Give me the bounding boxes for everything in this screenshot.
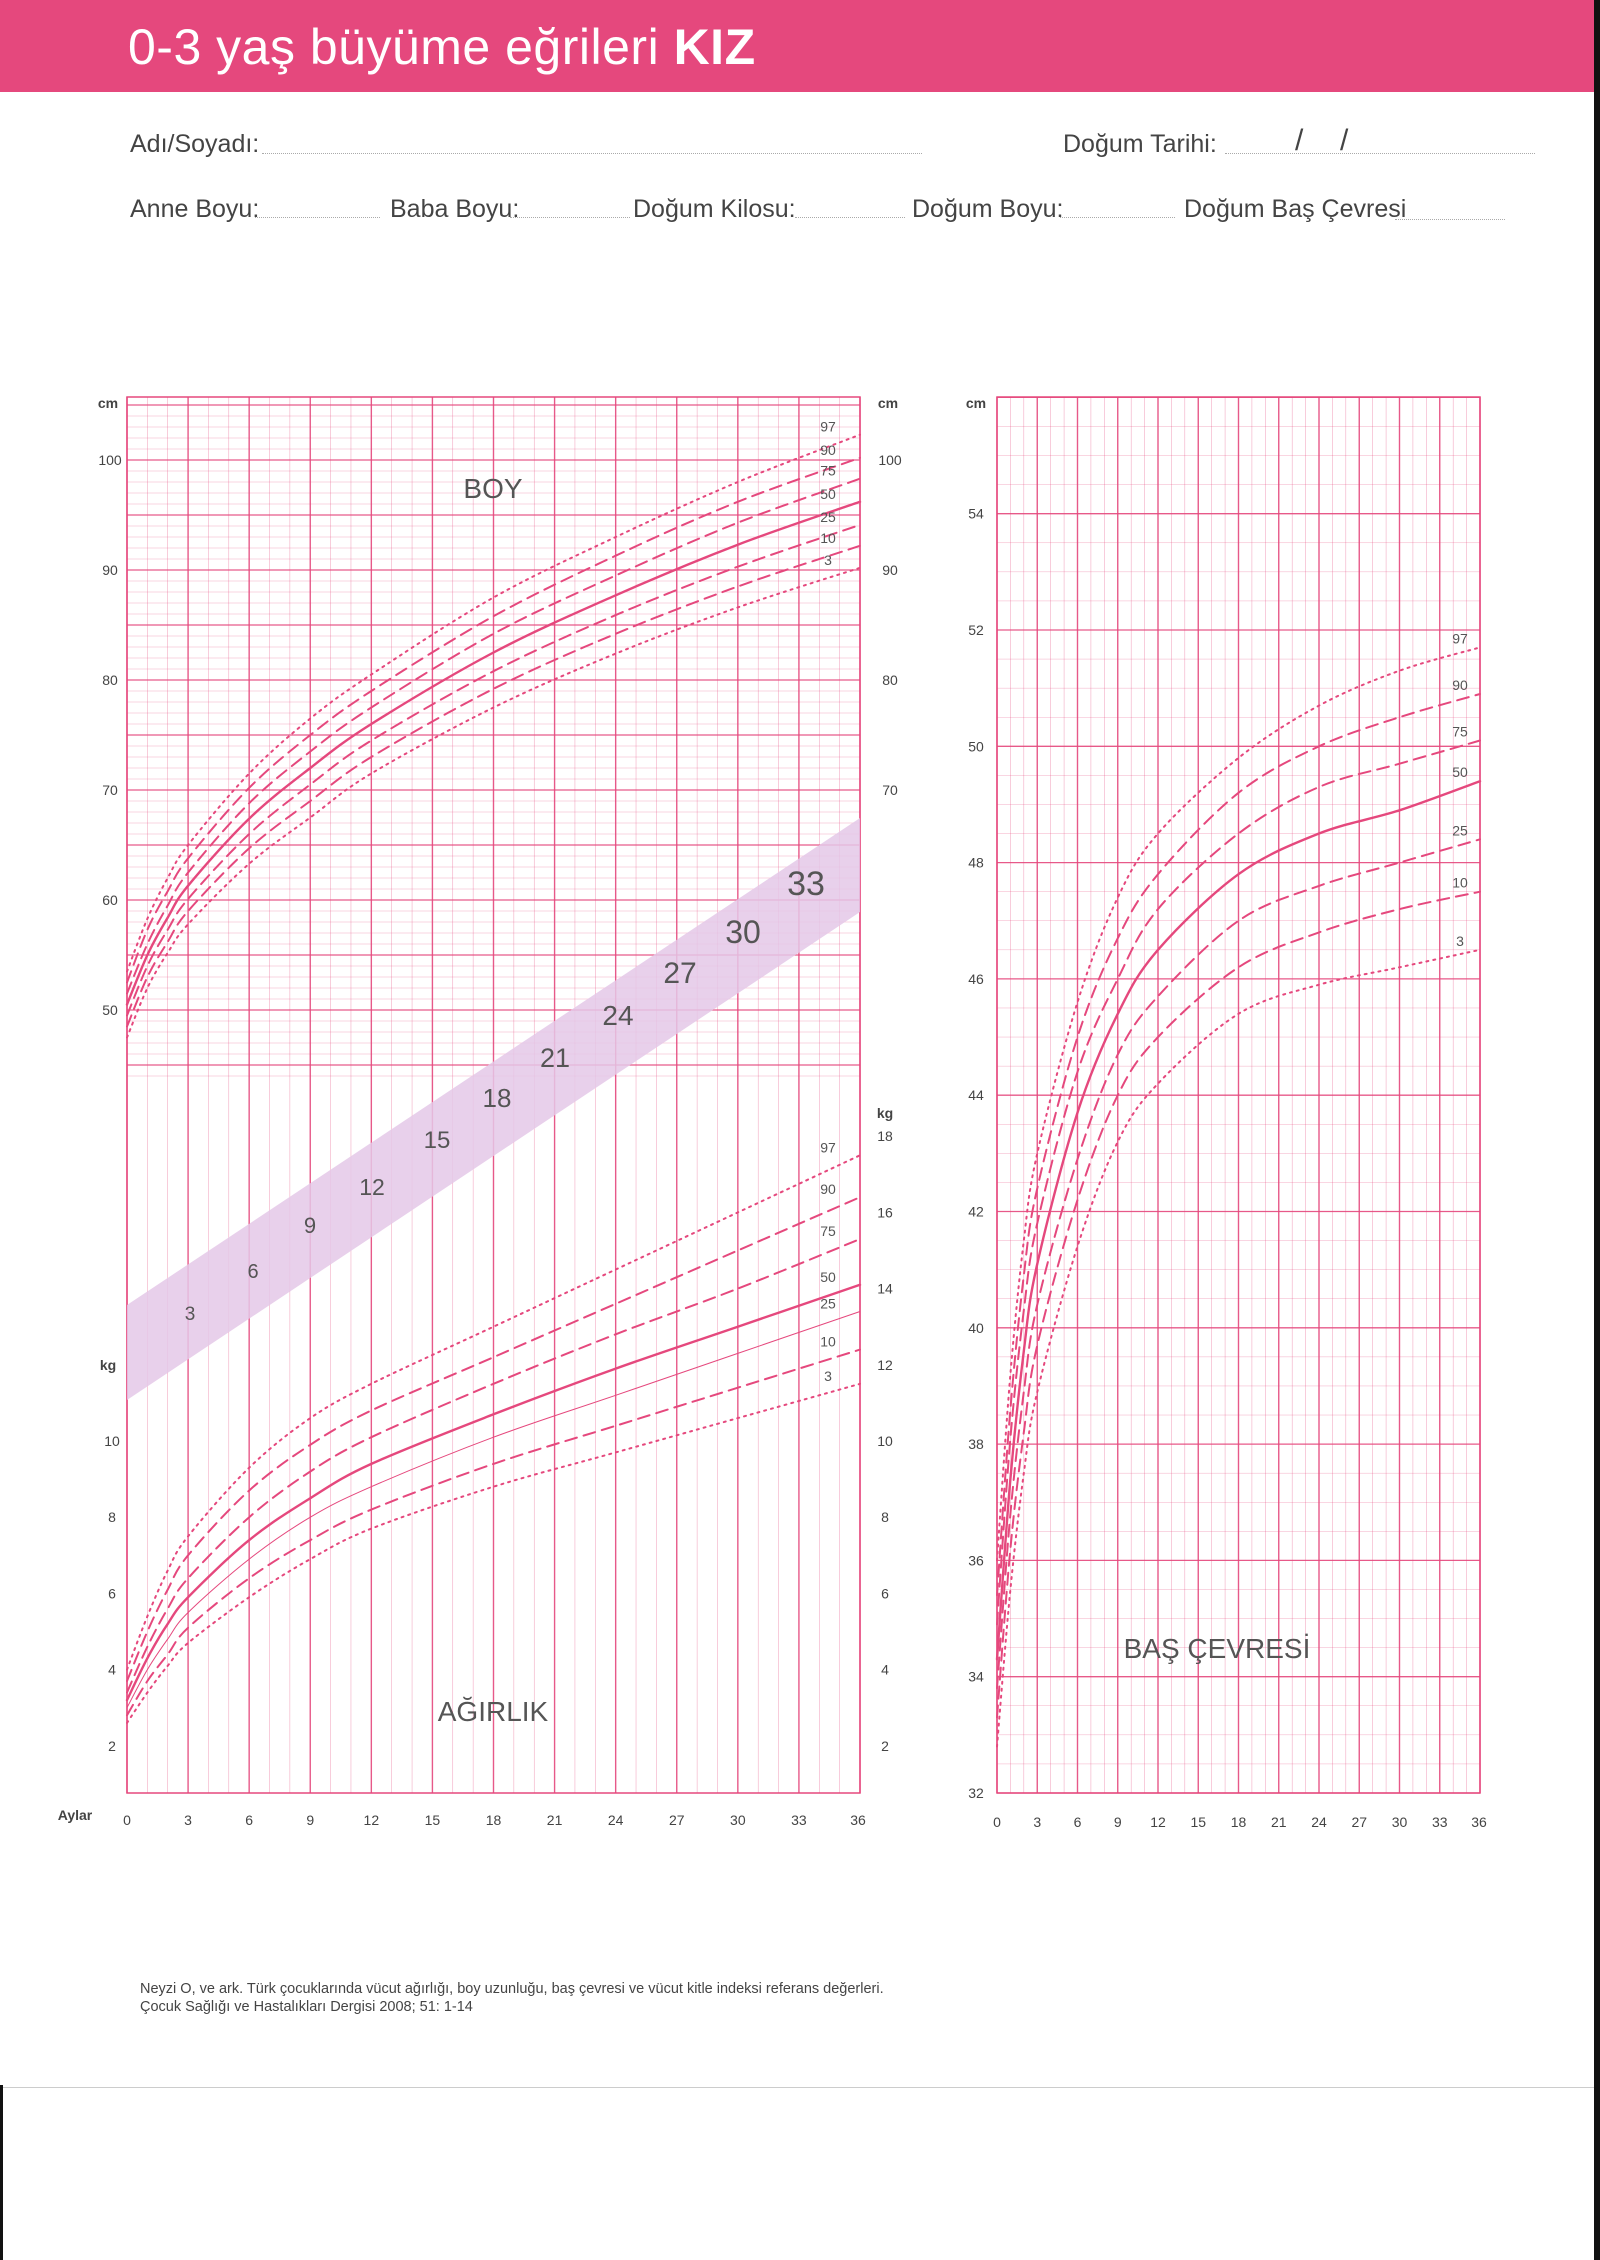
weight-chart-title: AĞIRLIK bbox=[437, 1696, 549, 1727]
x-tick-label: 27 bbox=[668, 1812, 685, 1828]
x-tick-label: 33 bbox=[791, 1812, 807, 1828]
x-tick-label: 24 bbox=[607, 1812, 624, 1828]
bottom-rule bbox=[0, 2087, 1594, 2088]
boy-unit-right: cm bbox=[877, 395, 899, 411]
boy-tick-right: 70 bbox=[882, 782, 898, 798]
date-separator-2: / bbox=[1340, 124, 1349, 157]
birth-length-label: Doğum Boyu: bbox=[912, 195, 1064, 223]
weight-percentile-label: 90 bbox=[820, 1181, 836, 1198]
head-tick-label: 42 bbox=[968, 1203, 984, 1220]
head-tick-label: 32 bbox=[968, 1785, 984, 1801]
boy-percentile-label: 3 bbox=[824, 551, 832, 568]
weight-tick-left: 8 bbox=[108, 1509, 116, 1526]
head-tick-label: 40 bbox=[968, 1319, 984, 1336]
head-tick-label: 38 bbox=[968, 1436, 984, 1453]
weight-tick-left: 4 bbox=[108, 1661, 116, 1678]
boy-chart-title: BOY bbox=[463, 473, 523, 504]
x-tick-label: 18 bbox=[485, 1812, 502, 1828]
weight-tick-right: 2 bbox=[881, 1737, 889, 1754]
left-panel bbox=[58, 395, 902, 1828]
x-axis-label: Aylar bbox=[57, 1807, 93, 1823]
age-band-label: 30 bbox=[725, 914, 761, 950]
weight-percentile-label: 75 bbox=[820, 1223, 836, 1240]
boy-tick-right: 80 bbox=[882, 672, 898, 688]
weight-tick-right: 4 bbox=[881, 1661, 889, 1678]
head-percentile-label: 25 bbox=[1452, 822, 1468, 839]
date-separator-1: / bbox=[1295, 124, 1304, 157]
age-band-label: 6 bbox=[247, 1261, 259, 1283]
head-percentile-label: 50 bbox=[1452, 764, 1468, 781]
age-band-label: 9 bbox=[303, 1213, 317, 1238]
page-edge-left bbox=[0, 2085, 3, 2260]
reference-footer bbox=[140, 1980, 884, 2016]
head-chart-title: BAŞ ÇEVRESİ bbox=[1123, 1633, 1311, 1664]
boy-tick-left: 80 bbox=[102, 672, 118, 688]
weight-tick-right: 16 bbox=[877, 1204, 893, 1221]
weight-unit-left: kg bbox=[99, 1357, 117, 1373]
head-percentile-label: 97 bbox=[1452, 630, 1468, 647]
head-x-tick-label: 6 bbox=[1073, 1814, 1082, 1830]
boy-unit-left: cm bbox=[97, 395, 119, 411]
boy-percentile-label: 75 bbox=[820, 462, 836, 479]
boy-tick-left: 60 bbox=[102, 892, 118, 908]
weight-tick-right: 18 bbox=[877, 1128, 893, 1145]
boy-tick-right: 100 bbox=[878, 452, 902, 468]
weight-tick-right: 14 bbox=[877, 1280, 893, 1297]
head-tick-label: 44 bbox=[968, 1087, 984, 1104]
x-tick-label: 21 bbox=[546, 1812, 563, 1828]
head-x-tick-label: 3 bbox=[1033, 1814, 1042, 1830]
age-band-label: 3 bbox=[184, 1304, 196, 1325]
weight-tick-right: 10 bbox=[877, 1433, 893, 1449]
weight-percentile-label: 97 bbox=[820, 1139, 836, 1156]
weight-unit-right: kg bbox=[876, 1105, 894, 1121]
weight-tick-left: 6 bbox=[108, 1585, 116, 1602]
weight-tick-right: 12 bbox=[877, 1356, 893, 1373]
weight-tick-right: 8 bbox=[881, 1509, 889, 1526]
birth-weight-label: Doğum Kilosu: bbox=[633, 195, 796, 223]
x-tick-label: 0 bbox=[123, 1812, 131, 1828]
x-tick-label: 30 bbox=[730, 1812, 746, 1828]
head-x-tick-label: 27 bbox=[1351, 1814, 1368, 1830]
age-band-label: 12 bbox=[359, 1174, 385, 1200]
head-percentile-label: 10 bbox=[1452, 874, 1468, 891]
age-band-label: 18 bbox=[482, 1083, 512, 1113]
boy-tick-right: 90 bbox=[882, 562, 898, 578]
head-x-tick-label: 9 bbox=[1113, 1814, 1122, 1830]
x-tick-label: 12 bbox=[363, 1812, 380, 1828]
age-band-label: 21 bbox=[539, 1043, 571, 1073]
right-panel bbox=[966, 395, 1487, 1830]
head-tick-label: 48 bbox=[968, 854, 984, 871]
boy-tick-left: 70 bbox=[102, 782, 118, 798]
weight-tick-right: 6 bbox=[881, 1585, 889, 1602]
weight-percentile-label: 10 bbox=[820, 1333, 836, 1350]
weight-tick-left: 2 bbox=[108, 1737, 116, 1754]
x-tick-label: 6 bbox=[245, 1812, 254, 1828]
name-label: Adı/Soyadı: bbox=[130, 130, 260, 158]
mother-height-label: Anne Boyu: bbox=[130, 195, 260, 223]
head-tick-label: 50 bbox=[968, 738, 984, 755]
x-tick-label: 15 bbox=[424, 1812, 441, 1828]
title-bold: KIZ bbox=[673, 19, 756, 75]
head-x-tick-label: 30 bbox=[1391, 1814, 1408, 1830]
boy-percentile-label: 90 bbox=[820, 441, 836, 458]
head-x-tick-label: 15 bbox=[1190, 1814, 1207, 1830]
head-x-tick-label: 24 bbox=[1311, 1814, 1327, 1830]
boy-tick-left: 90 bbox=[102, 562, 118, 578]
head-x-tick-label: 12 bbox=[1150, 1814, 1166, 1830]
head-x-tick-label: 18 bbox=[1230, 1814, 1247, 1830]
weight-percentile-label: 3 bbox=[824, 1367, 832, 1384]
weight-tick-left: 10 bbox=[104, 1433, 120, 1449]
head-tick-label: 36 bbox=[968, 1552, 984, 1569]
head-percentile-label: 90 bbox=[1452, 676, 1468, 693]
boy-percentile-label: 97 bbox=[820, 418, 836, 435]
weight-percentile-label: 25 bbox=[820, 1295, 836, 1312]
birthdate-label: Doğum Tarihi: bbox=[1063, 130, 1217, 158]
reference-line-2: Çocuk Sağlığı ve Hastalıkları Dergisi 2008; 51: 1-14 bbox=[140, 1999, 473, 2015]
reference-line-1: Neyzi O, ve ark. Türk çocuklarında vücut ağırlığı, boy uzunluğu, baş çevresi ve vücut kitle indeksi referans değerleri. bbox=[140, 1981, 884, 1997]
head-x-tick-label: 33 bbox=[1431, 1814, 1448, 1830]
head-percentile-label: 75 bbox=[1452, 723, 1468, 740]
head-tick-label: 34 bbox=[968, 1668, 984, 1685]
x-tick-label: 3 bbox=[184, 1812, 192, 1828]
head-x-tick-label: 21 bbox=[1270, 1814, 1287, 1830]
head-unit-label: cm bbox=[965, 395, 987, 411]
age-band-label: 33 bbox=[787, 865, 825, 903]
boy-percentile-label: 25 bbox=[820, 508, 836, 525]
birth-head-label: Doğum Baş Çevresi bbox=[1184, 195, 1407, 223]
head-x-tick-label: 36 bbox=[1471, 1814, 1487, 1830]
weight-percentile-label: 50 bbox=[820, 1268, 836, 1285]
age-band-label: 24 bbox=[602, 1000, 634, 1031]
age-band-label: 27 bbox=[663, 957, 697, 990]
boy-percentile-label: 10 bbox=[820, 529, 836, 546]
head-tick-label: 52 bbox=[968, 622, 984, 638]
head-percentile-label: 3 bbox=[1456, 932, 1464, 949]
boy-tick-left: 50 bbox=[102, 1002, 118, 1018]
head-tick-label: 54 bbox=[968, 505, 984, 522]
age-band-label: 15 bbox=[423, 1127, 451, 1154]
head-x-tick-label: 0 bbox=[993, 1814, 1001, 1830]
father-height-label: Baba Boyu: bbox=[390, 195, 520, 223]
page-edge-right bbox=[1594, 0, 1600, 2260]
head-tick-label: 46 bbox=[968, 970, 984, 987]
x-tick-label: 9 bbox=[306, 1812, 315, 1828]
boy-tick-left: 100 bbox=[98, 452, 122, 468]
boy-percentile-label: 50 bbox=[820, 485, 836, 502]
x-tick-label: 36 bbox=[850, 1812, 866, 1828]
title-light: 0-3 yaş büyüme eğrileri bbox=[128, 19, 674, 75]
